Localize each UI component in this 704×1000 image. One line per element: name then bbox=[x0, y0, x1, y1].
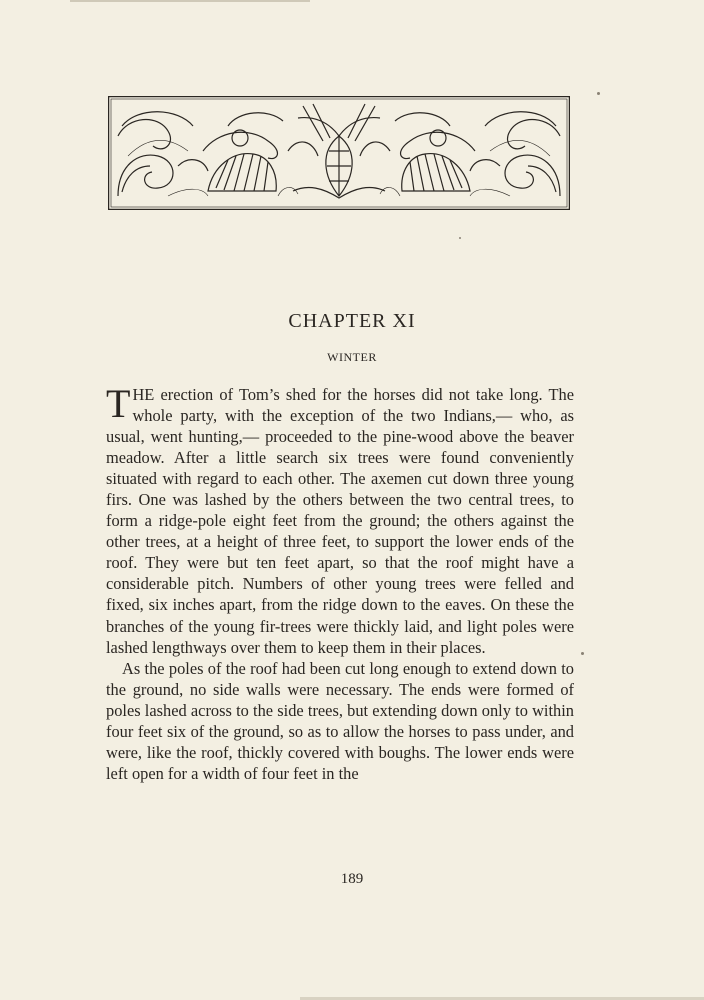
chapter-subtitle: WINTER bbox=[327, 350, 377, 364]
page-number: 189 bbox=[340, 871, 364, 887]
paragraph-1: THE erection of Tom’s shed for the horses did not take long. The whole party, with the exception of the two Indians,— who, as usual, went hunting,— proceeded to the pine-wood above the beaver meadow. After a little search six trees were found conveniently situated with regard to each other. The axemen cut down three young firs. One was lashed by the others between the two central trees, to form a ridge-pole eight feet from the ground; the others against the other trees, at a height of three feet, to support the lower ends of the roof. They were but ten feet apart, so that the roof might have a considerable pitch. Numbers of other young trees were felled and fixed, six inches apart, from the ridge down to the eaves. On these the branches of the young fir-trees were thickly laid, and light poles were lashed lengthways over them to keep them in their places. bbox=[106, 381, 574, 657]
paragraph-2: As the poles of the roof had been cut long enough to extend down to the ground, no side walls were necessary. The ends were formed of poles lashed across to the side trees, but extending down only to within four feet six of the ground, so as to allow the horses to pass under, and were, like the roof, thickly covered with boughs. The lower ends were left open for a width of four feet in the bbox=[106, 658, 574, 783]
ornamental-headpiece bbox=[108, 96, 570, 210]
stray-mark bbox=[459, 237, 461, 239]
chapter-title: CHAPTER XI bbox=[288, 310, 416, 332]
stray-mark bbox=[597, 92, 600, 95]
ornament-illustration bbox=[108, 96, 570, 210]
page-edge-top bbox=[70, 0, 310, 2]
stray-mark bbox=[581, 652, 584, 655]
body-text bbox=[106, 381, 574, 784]
